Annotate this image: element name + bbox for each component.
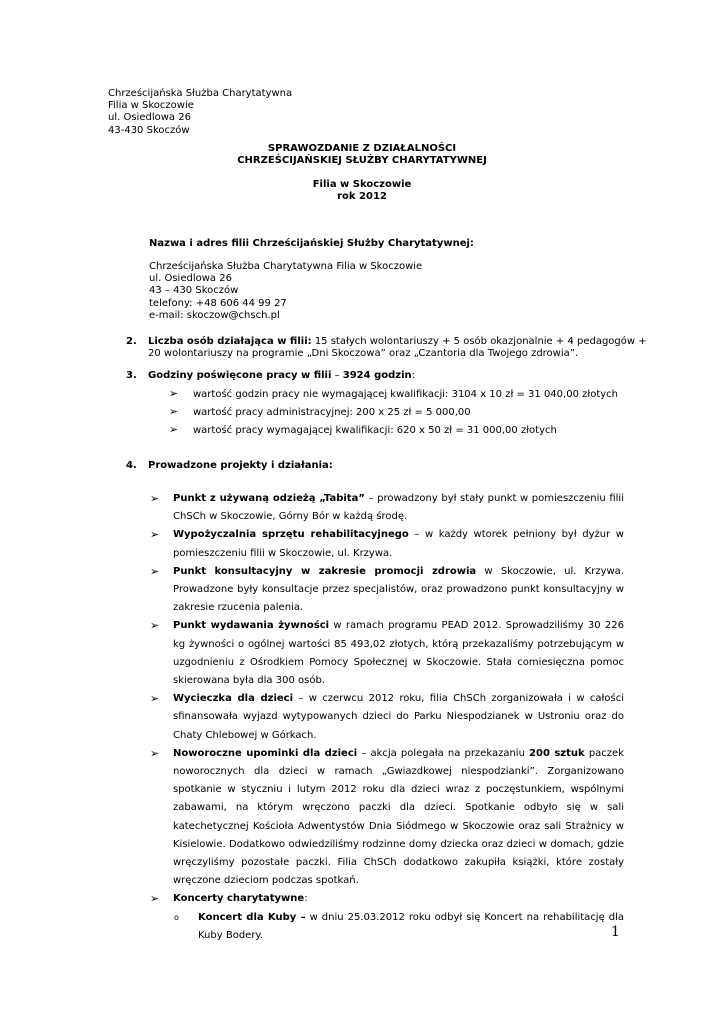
subtitle-line: rok 2012 — [337, 191, 387, 203]
section-number: 4. — [126, 460, 137, 471]
page-number: 1 — [611, 924, 620, 940]
section2-volunteers — [126, 336, 647, 360]
section-label: Godziny poświęcone pracy w filii — [148, 370, 332, 381]
arrow-right-icon: ➢ — [150, 528, 160, 542]
list-item — [169, 388, 618, 401]
project-text: w ramach programu PEAD 2012. Sprowadziliśmy 30 226 kg żywności o ogólnej wartości 85 493,02 złotych, którą przekazaliśmy potrzebującym w uzgodnieniu z Ośrodkiem Pomocy Społecznej w Skoczowie. Stała comiesięczna pomoc skierowana była dla 300 osób. — [173, 620, 625, 687]
arrow-right-icon: ➢ — [150, 746, 160, 760]
arrow-right-icon: ➢ — [150, 892, 160, 906]
list-item-text: wartość pracy administracyjnej: 200 x 25 zł = 5 000,00 — [193, 407, 471, 418]
section-number: 2. — [126, 336, 137, 347]
hours-total: 3924 godzin — [342, 370, 412, 381]
project-text: – w czerwcu 2012 roku, filia ChSCh zorganizowała i w całości sfinansowała wyjazd wytypowanych dzieci do Parku Niespodzianek w Ustroniu oraz do Chaty Chlebowej w Górkach. — [173, 693, 624, 741]
project-title: Punkt konsultacyjny w zakresie promocji zdrowia — [173, 565, 477, 577]
project-title: Wycieczka dla dzieci — [173, 693, 294, 705]
list-item — [150, 690, 624, 745]
project-text: : — [304, 893, 308, 905]
header-line: 43-430 Skoczów — [108, 124, 190, 136]
concert-text: w dniu 25.03.2012 roku odbył się Koncert na rehabilitację dla Kuby Bodery. — [198, 911, 624, 941]
arrow-right-icon: ➢ — [150, 564, 160, 578]
report-subtitle — [0, 179, 724, 203]
project-text: – prowadzony był stały punkt w pomieszczeniu filii ChSCh w Skoczowie, Górny Bór w każdą środę. — [173, 493, 624, 523]
arrow-right-icon: ➢ — [169, 423, 179, 436]
section4-heading — [126, 460, 333, 472]
list-item — [169, 406, 471, 419]
list-item — [150, 490, 624, 526]
address-line: ul. Osiedlowa 26 — [149, 273, 232, 285]
project-title: Noworoczne upominki dla dzieci — [173, 747, 358, 759]
project-title: Punkt wydawania żywności — [173, 620, 330, 632]
arrow-right-icon: ➢ — [169, 387, 179, 400]
projects-list — [150, 490, 624, 945]
email-line: e-mail: skoczow@chsch.pl — [149, 309, 280, 321]
project-text: paczek noworocznych dla dzieci w ramach „Gwiazdkowej niespodzianki”. Zorganizowano spotkanie w styczniu i lutym 2012 roku dla dzieci wraz z poczęstunkiem, wspólnymi zabawami, na którym wręczono paczki dla dzieci. Spotkanie odbyło się w sali katechetycznej Kościoła Adwentystów Dnia Siódmego w Skoczowie oraz sali Strażnicy w Kisielowie. Dodatkowo odwiedziliśmy rodzinne domy dziecka oraz dzieci w domach, gdzie wręczyliśmy pozostałe paczki. Filia ChSCh dodatkowo zakupiła książki, które zostały wręczone dzieciom podczas spotkań. — [173, 747, 624, 887]
project-text: w Skoczowie, ul. Krzywa. Prowadzone były konsultacje przez specjalistów, oraz prowadzono punkt konsultacyjny w zakresie rzucenia palenia. — [173, 565, 624, 614]
list-item — [150, 563, 624, 618]
concert-title: Koncert dla Kuby – — [198, 911, 306, 923]
title-line: CHRZEŚCIJAŃSKIEJ SŁUŻBY CHARYTATYWNEJ — [237, 155, 487, 167]
section-text: 20 wolontariuszy na programie „Dni Skoczowa” oraz „Czantoria dla Twojego zdrowia”. — [148, 348, 579, 360]
project-text: – w każdy wtorek pełniony był dyżur w pomieszczeniu filii w Skoczowie, ul. Krzywa. — [173, 529, 624, 559]
section-number: 3. — [126, 370, 137, 381]
list-item — [150, 617, 624, 690]
address-line: 43 – 430 Skoczów — [149, 285, 239, 297]
package-count: 200 sztuk — [529, 747, 585, 759]
project-title: Wypożyczalnia sprzętu rehabilitacyjnego — [173, 529, 409, 541]
sub-list-item — [150, 909, 624, 945]
arrow-right-icon: ➢ — [169, 405, 179, 418]
header-line: Chrześcijańska Służba Charytatywna — [108, 88, 293, 99]
list-item — [150, 890, 624, 908]
circle-bullet-icon: o — [174, 912, 179, 922]
section-label: Liczba osób działająca w filii: — [148, 336, 312, 347]
header-line: ul. Osiedlowa 26 — [108, 112, 191, 124]
list-item — [169, 424, 557, 437]
section-text: 15 stałych wolontariuszy + 5 osób okazjonalnie + 4 pedagogów + — [311, 336, 647, 347]
arrow-right-icon: ➢ — [150, 619, 160, 633]
address-line: telefony: +48 606 44 99 27 — [149, 297, 287, 309]
dash: – — [331, 370, 343, 381]
section1-heading: Nazwa i adres filii Chrześcijańskiej Służby Charytatywnej: — [149, 238, 474, 249]
list-item-text: wartość pracy wymagającej kwalifikacji: 620 x 50 zł = 31 000,00 złotych — [193, 425, 557, 436]
list-item-text: wartość godzin pracy nie wymagającej kwalifikacji: 3104 x 10 zł = 31 040,00 złotych — [193, 389, 618, 400]
title-line: SPRAWOZDANIE Z DZIAŁALNOŚCI — [267, 143, 457, 154]
section3-hours — [126, 370, 415, 382]
project-title: Koncerty charytatywne — [173, 893, 305, 905]
subtitle-line: Filia w Skoczowie — [312, 179, 412, 190]
arrow-right-icon: ➢ — [150, 492, 160, 505]
arrow-right-icon: ➢ — [150, 692, 160, 706]
organization-header — [108, 88, 292, 137]
colon: : — [411, 370, 416, 381]
list-item — [150, 526, 624, 562]
address-line: Chrześcijańska Służba Charytatywna Filia w Skoczowie — [149, 261, 423, 272]
project-title: Punkt z używaną odzieżą „Tabita” — [173, 493, 365, 504]
project-text: – akcja polegała na przekazaniu — [357, 747, 530, 759]
report-title — [0, 143, 724, 167]
header-line: Filia w Skoczowie — [108, 100, 194, 112]
branch-address — [149, 261, 422, 322]
section-label: Prowadzone projekty i działania: — [148, 460, 333, 471]
list-item — [150, 745, 624, 891]
